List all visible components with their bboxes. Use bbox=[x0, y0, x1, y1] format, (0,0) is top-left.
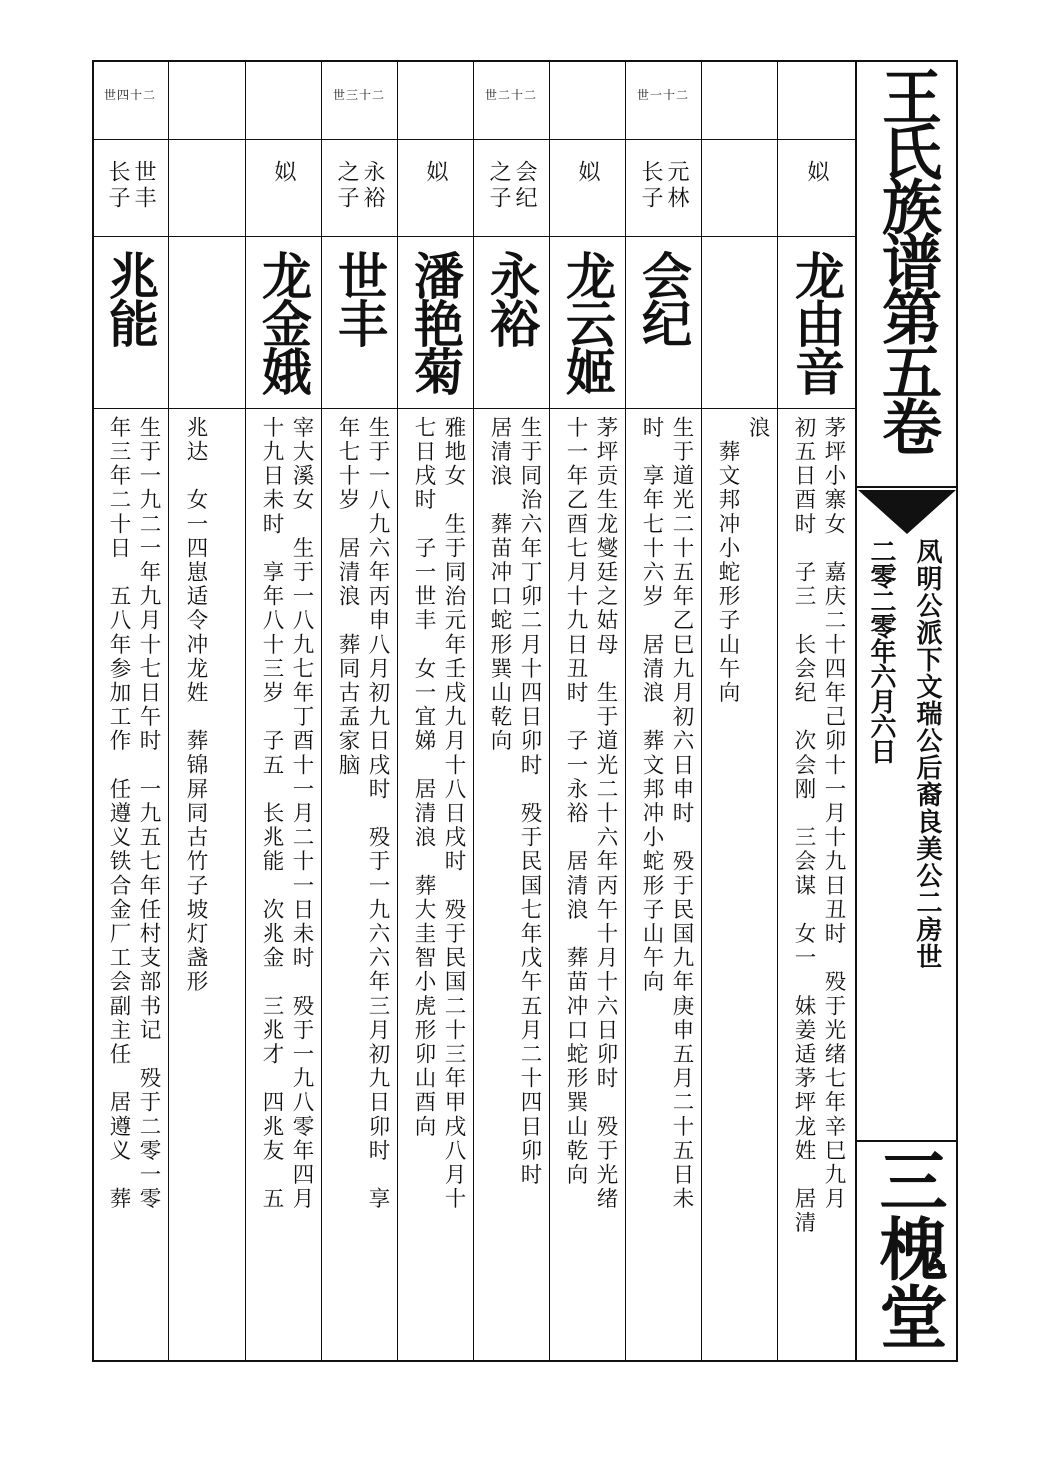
biography-text: 生于道光二十五年乙巳九月初六日申时 殁于民国九年庚申五月二十五日未 时 享年七十六岁 居清浪 葬文邦冲小蛇形子山午向 bbox=[639, 416, 694, 1212]
biography-text: 雅地女 生于同治元年壬戌九月十八日戌时 殁于民国二十三年甲戌八月十 七日戌时 子一世丰 女一宜娣 居清浪 葬大圭智小虎形卯山酉向 bbox=[411, 416, 466, 1212]
book-title bbox=[858, 66, 956, 486]
relation-text: 姒 bbox=[423, 160, 448, 186]
person-name bbox=[473, 250, 549, 400]
relation-cell bbox=[473, 160, 549, 230]
relation-cell bbox=[321, 160, 397, 230]
relation-cell bbox=[777, 160, 855, 230]
relation-text: 姒 bbox=[804, 160, 829, 186]
person-name-text: 永裕 bbox=[482, 250, 540, 346]
relation-cell bbox=[245, 160, 321, 230]
person-name-text: 会纪 bbox=[634, 250, 692, 346]
relation-cell bbox=[92, 160, 168, 230]
biography-text: 兆达 女一四崽适令冲龙姓 葬锦屏同古竹子坡灯盏形 bbox=[183, 416, 208, 995]
person-name bbox=[549, 250, 625, 400]
triangle-ornament bbox=[858, 490, 956, 534]
relation-text: 永裕 之子 bbox=[334, 160, 385, 212]
biography-text: 生于一八九六年丙申八月初九日戌时 殁于一九六六年三月初九日卯时 享 年七十岁 居清浪 葬同古孟家脑 bbox=[335, 416, 390, 1212]
column-divider bbox=[701, 60, 702, 1362]
person-name-text: 世丰 bbox=[330, 250, 388, 346]
biography-text: 茅坪贡生龙燮廷之姑母 生于道光二十六年丙午十月十六日卯时 殁于光绪 十一年乙酉七月十九日丑时 子一永裕 居清浪 葬苗冲口蛇形巽山乾向 bbox=[563, 416, 618, 1212]
generation-label: 世三十二 bbox=[332, 88, 385, 102]
branch-subtitle: 凤明公派下文瑞公后裔良美公二房世 bbox=[912, 538, 942, 970]
relation-text: 姒 bbox=[271, 160, 296, 186]
person-name bbox=[625, 250, 701, 400]
biography-text: 茅坪小寨女 嘉庆二十四年己卯十一月十九日丑时 殁于光绪七年辛巳九月 初五日酉时 子三 长会纪 次会刚 三会谋 女一 妹姜适茅坪龙姓 居清 bbox=[791, 416, 846, 1236]
relation-cell bbox=[625, 160, 701, 230]
title-panel-divider bbox=[855, 60, 857, 1362]
hall-divider bbox=[856, 1140, 958, 1142]
title-divider bbox=[856, 486, 958, 488]
generation-label: 世二十二 bbox=[484, 88, 537, 102]
column-divider bbox=[168, 60, 169, 1362]
biography-text: 生于同治六年丁卯二月十四日卯时 殁于民国七年戊午五月二十四日卯时 居清浪 葬苗冲口蛇形巽山乾向 bbox=[487, 416, 542, 1188]
row-divider bbox=[92, 408, 856, 409]
person-name bbox=[397, 250, 473, 400]
generation-label: 世四十二 bbox=[103, 88, 156, 102]
relation-text: 会纪 之子 bbox=[486, 160, 537, 212]
person-name-text: 龙金娥 bbox=[254, 250, 312, 394]
hall-name bbox=[858, 1146, 956, 1356]
person-name bbox=[777, 250, 855, 400]
person-name bbox=[92, 250, 168, 400]
relation-text: 元林 长子 bbox=[638, 160, 689, 212]
relation-text: 姒 bbox=[575, 160, 600, 186]
person-name-text: 兆能 bbox=[101, 250, 159, 346]
biography-text: 浪 葬文邦冲小蛇形子山午向 bbox=[715, 416, 770, 706]
biography-text: 宰大溪女 生于一八九七年丁酉十一月二十一日未时 殁于一九八零年四月 十九日未时 享年八十三岁 子五 长兆能 次兆金 三兆才 四兆友 五 bbox=[259, 416, 314, 1212]
row-divider bbox=[92, 139, 856, 140]
person-name-text: 龙云姬 bbox=[558, 250, 616, 394]
row-divider bbox=[92, 236, 856, 237]
compile-date: 二零二零年六月六日 bbox=[866, 538, 896, 763]
biography-text: 生于一九二一年九月十七日午时 一九五七年任村支部书记 殁于二零一零 年三年二十日 五八年参加工作 任遵义铁合金厂工会副主任 居遵义 葬 bbox=[106, 416, 161, 1212]
person-name bbox=[245, 250, 321, 400]
hall-name-text: 三槐堂 bbox=[868, 1146, 947, 1350]
book-title-text: 王氏族谱第五卷 bbox=[872, 66, 942, 451]
relation-cell bbox=[549, 160, 625, 230]
person-name-text: 潘艳菊 bbox=[406, 250, 464, 394]
relation-cell bbox=[397, 160, 473, 230]
relation-text: 世丰 长子 bbox=[105, 160, 156, 212]
person-name-text: 龙由音 bbox=[787, 250, 845, 394]
generation-label: 世一十二 bbox=[636, 88, 689, 102]
person-name bbox=[321, 250, 397, 400]
